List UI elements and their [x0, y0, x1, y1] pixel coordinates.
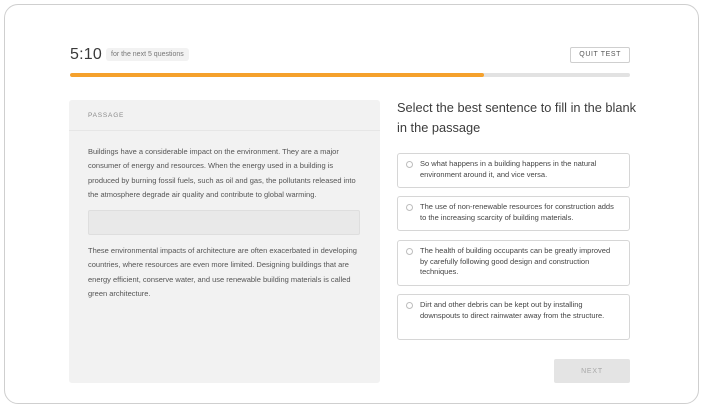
passage-paragraph-2: These environmental impacts of architecture are often exacerbated in developing countries, where resources are even more limited. Designing buildings that are energy efficient, conserve water, and use renewable building materials is called green architecture.: [88, 246, 357, 298]
question-text: Select the best sentence to fill in the blank in the passage: [397, 100, 637, 135]
answer-option-label: The health of building occupants can be greatly improved by carefully following good design and construction techniques.: [420, 246, 611, 276]
progress-bar: [70, 73, 630, 77]
radio-icon[interactable]: [406, 248, 413, 255]
quit-test-button[interactable]: QUIT TEST: [570, 47, 630, 63]
passage-blank: [88, 210, 360, 235]
timer: 5:10: [70, 46, 102, 63]
passage-divider: [69, 130, 380, 131]
passage-label: PASSAGE: [88, 112, 125, 119]
passage-paragraph-1: Buildings have a considerable impact on the environment. They are a major consumer of energy and resources. When the energy used in a building is produced by burning fossil fuels, such as oil and gas, the pollutants released into the atmosphere degrade air quality and contribute to global warming.: [88, 147, 356, 199]
radio-icon[interactable]: [406, 161, 413, 168]
progress-fill: [70, 73, 484, 77]
answer-option-2[interactable]: [397, 196, 630, 231]
timer-note: for the next 5 questions: [106, 48, 189, 61]
answer-option-label: So what happens in a building happens in the natural environment around it, and vice versa.: [420, 159, 597, 179]
answer-option-label: Dirt and other debris can be kept out by installing downspouts to direct rainwater away from the structure.: [420, 300, 605, 320]
passage-panel: [69, 100, 380, 383]
next-button[interactable]: NEXT: [554, 359, 630, 383]
test-header: [70, 46, 630, 68]
radio-icon[interactable]: [406, 302, 413, 309]
answer-option-3[interactable]: [397, 240, 630, 286]
answer-option-label: The use of non-renewable resources for construction adds to the increasing scarcity of building materials.: [420, 202, 614, 222]
answer-option-1[interactable]: [397, 153, 630, 188]
radio-icon[interactable]: [406, 204, 413, 211]
answer-option-4[interactable]: [397, 294, 630, 340]
